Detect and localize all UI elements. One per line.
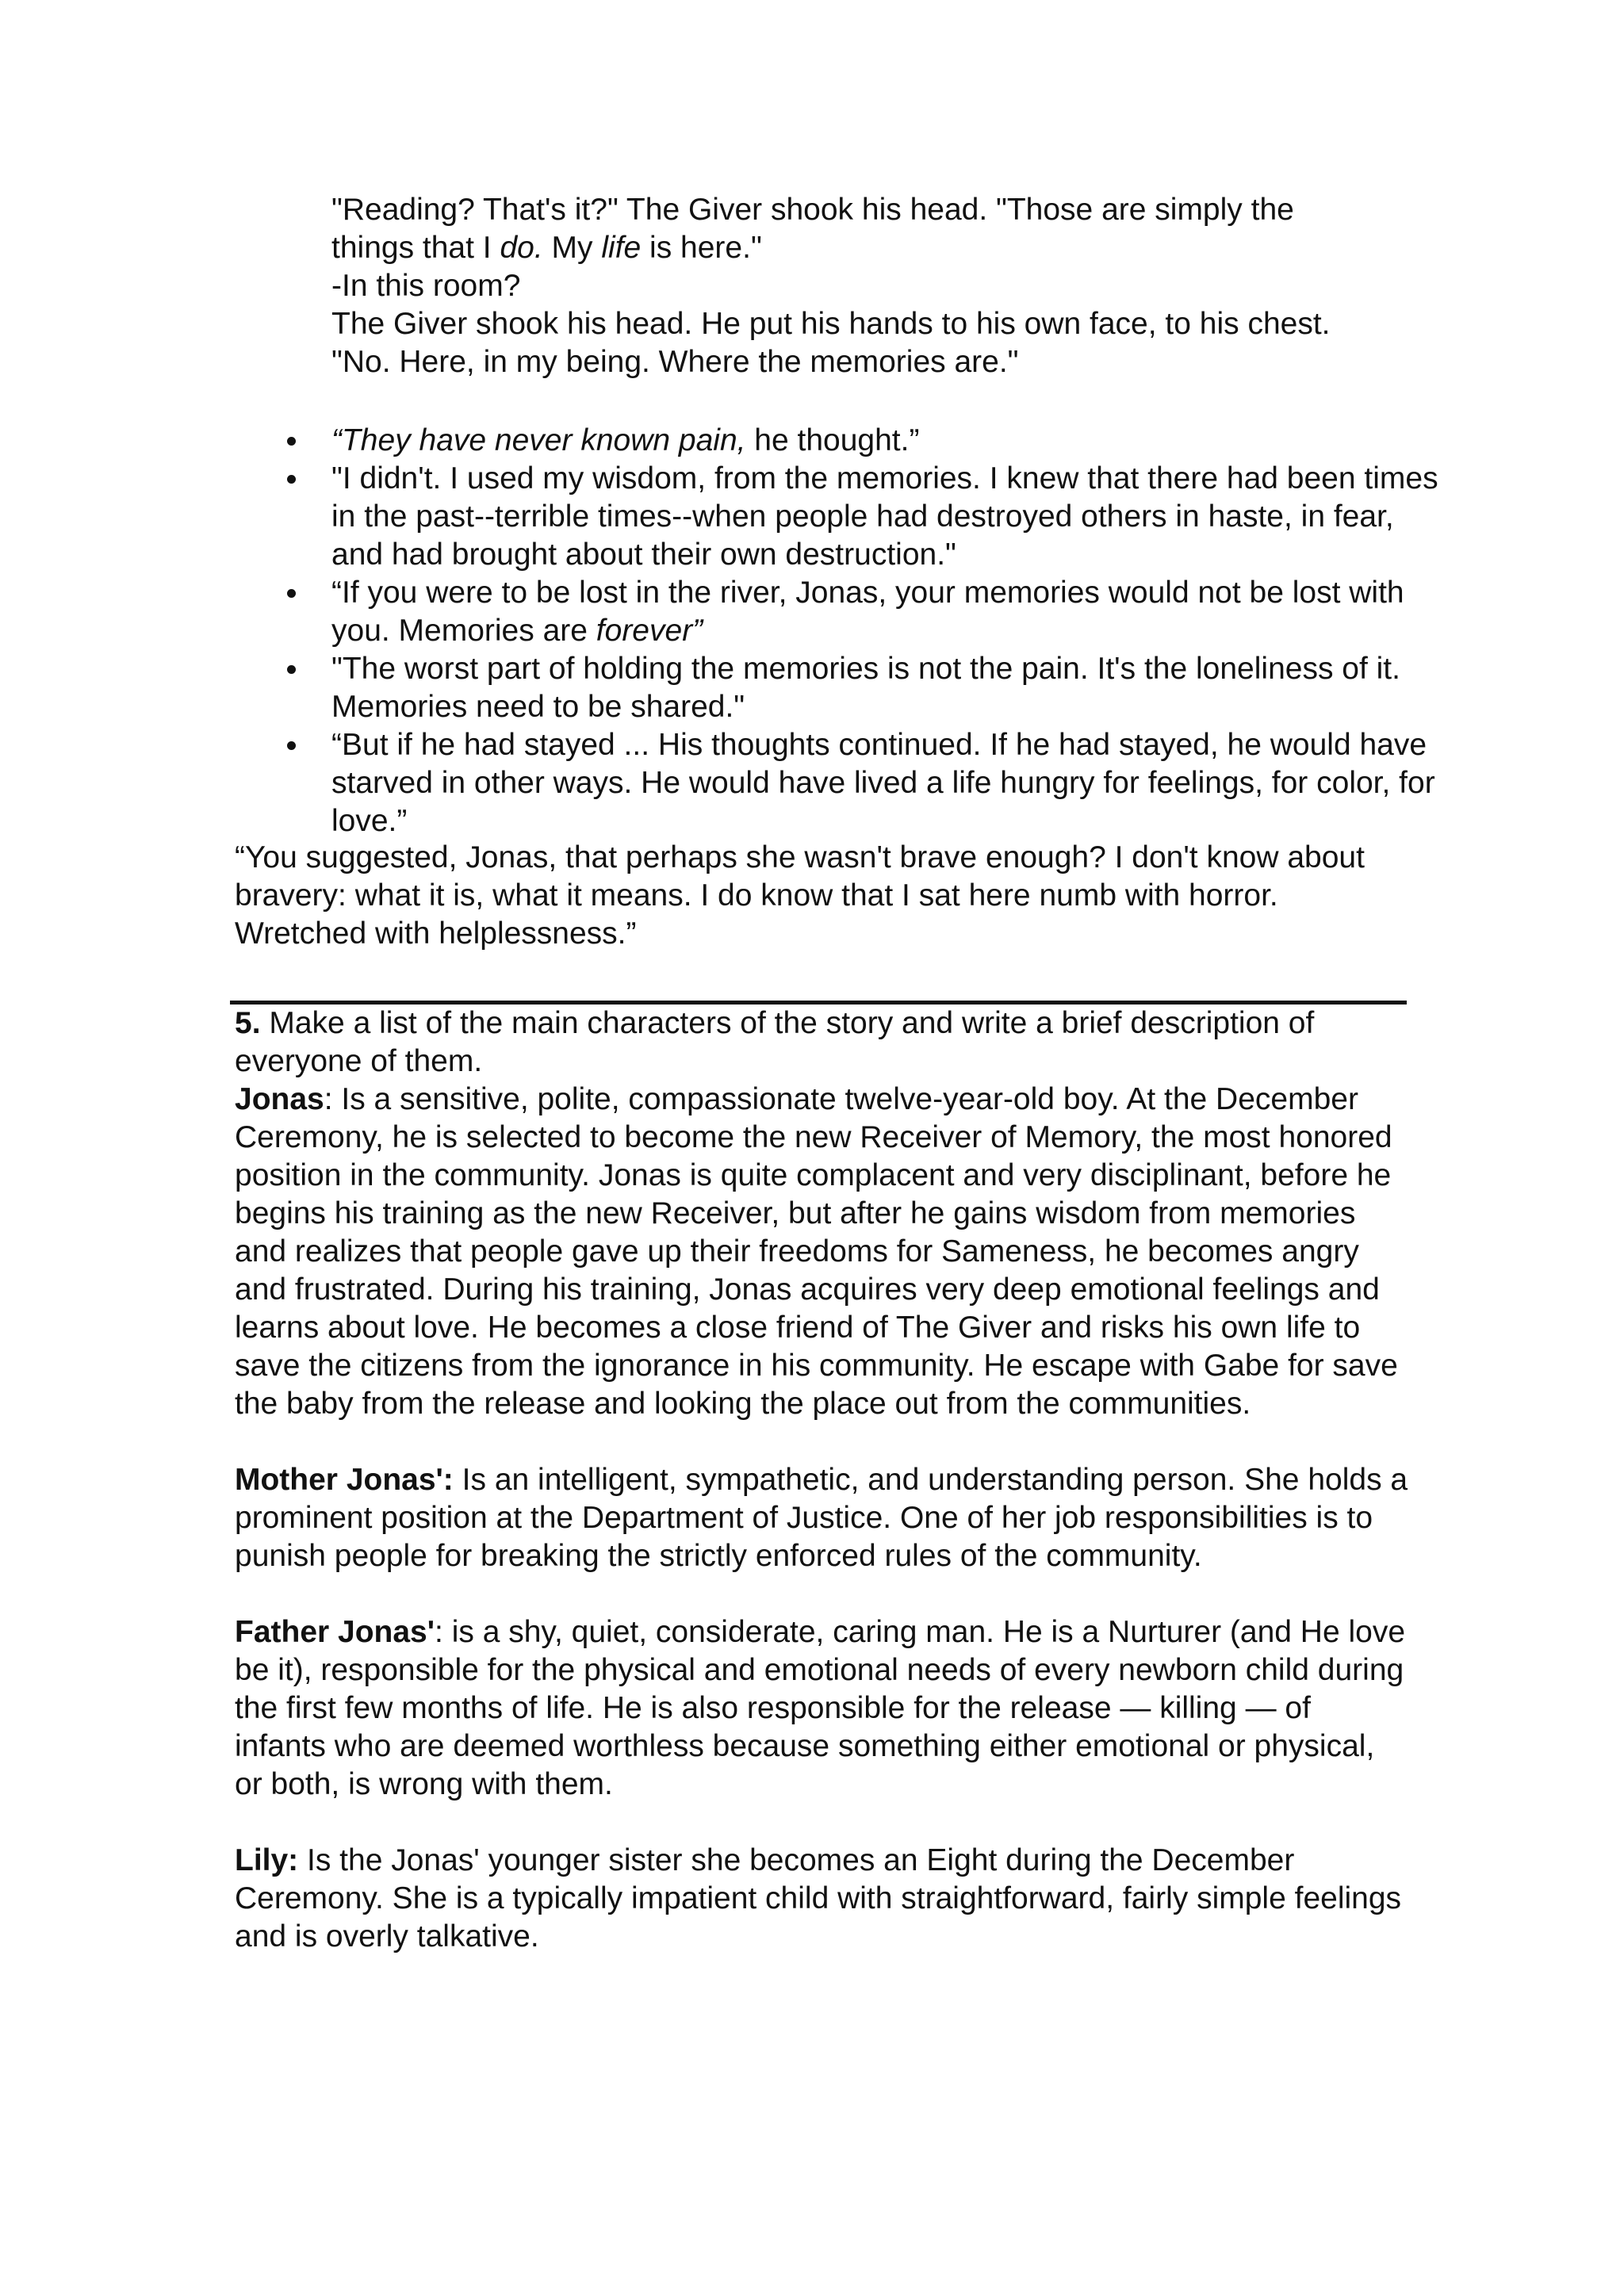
- quote-line: "Reading? That's it?" The Giver shook his head. "Those are simply the: [331, 193, 1294, 227]
- bullet-text: he thought.”: [745, 423, 920, 457]
- bullet-icon: [287, 589, 296, 598]
- character-name: Mother Jonas':: [235, 1463, 454, 1497]
- list-item: [331, 422, 1442, 460]
- bullet-text: “If you were to be lost in the river, Jonas, your memories would not be lost with you. Memories are: [331, 576, 1404, 648]
- giver-quote-block: [331, 191, 1442, 381]
- quote-bullet-list: [331, 422, 1442, 840]
- bullet-text: "The worst part of holding the memories is not the pain. It's the loneliness of it. Memories need to be shared.": [331, 652, 1400, 724]
- character-name: Jonas: [235, 1082, 324, 1116]
- character-entry: [235, 1081, 1408, 1423]
- bullet-italic: “They have never known pain,: [331, 423, 746, 457]
- quote-line: -In this room?: [331, 269, 521, 303]
- character-description: is a shy, quiet, considerate, caring man. He is a Nurturer (and He love be it), responsible for the physical and emotional needs of every newborn child during the first few months of life. He is also responsible for the release — killing — of infants who are deemed worthless because something either emotional or physical, or both, is wrong with them.: [235, 1615, 1406, 1801]
- quote-line: "No. Here, in my being. Where the memories are.": [331, 345, 1019, 379]
- bullet-italic: forever”: [596, 614, 703, 648]
- question-prompt: [235, 1004, 1408, 1081]
- quote-text: things that I: [331, 231, 500, 265]
- character-separator: [454, 1463, 462, 1497]
- character-separator: :: [324, 1082, 342, 1116]
- list-item: [331, 650, 1442, 726]
- bullet-icon: [287, 665, 296, 674]
- quote-italic: do.: [500, 231, 543, 265]
- character-description: Is the Jonas' younger sister she becomes an Eight during the December Ceremony. She is a typically impatient child with straightforward, fairly simple feelings and is overly talkative.: [235, 1843, 1402, 1954]
- question-section: [235, 1004, 1408, 1956]
- bullet-icon: [287, 741, 296, 750]
- question-number: 5.: [235, 1006, 261, 1040]
- quote-italic: life: [601, 231, 642, 265]
- character-entry: [235, 1613, 1408, 1804]
- character-separator: :: [435, 1615, 452, 1649]
- character-description: Is a sensitive, polite, compassionate twelve-year-old boy. At the December Ceremony, he is selected to become the new Receiver of Memory, the most honored position in the community. Jonas is quite complacent and very disciplinant, before he begins his training as the new Receiver, but after he gains wisdom from memories and realizes that people gave up their freedoms for Sameness, he becomes angry and frustrated. During his training, Jonas acquires very deep emotional feelings and learns about love. He becomes a close friend of The Giver and risks his own life to save the citizens from the ignorance in his community. He escape with Gabe for save the baby from the release and looking the place out from the communities.: [235, 1082, 1398, 1421]
- character-entry: [235, 1461, 1408, 1575]
- bullet-icon: [287, 437, 296, 446]
- quote-text: My: [542, 231, 602, 265]
- character-separator: [298, 1843, 307, 1877]
- quote-line: [331, 229, 1442, 267]
- character-entry: [235, 1842, 1408, 1956]
- bullet-text: "I didn't. I used my wisdom, from the memories. I knew that there had been times in the past--terrible times--when people had destroyed others in haste, in fear, and had brought about their own destruction.": [331, 461, 1438, 572]
- character-description: Is an intelligent, sympathetic, and understanding person. She holds a prominent position at the Department of Justice. One of her job responsibilities is to punish people for breaking the strictly enforced rules of the community.: [235, 1463, 1408, 1573]
- closing-quote: “You suggested, Jonas, that perhaps she wasn't brave enough? I don't know about bravery: what it is, what it means. I do know that I sat here numb with horror. Wretched with helplessness.”: [235, 840, 1365, 951]
- character-name: Lily:: [235, 1843, 299, 1877]
- quote-text: is here.": [641, 231, 762, 265]
- quote-line: The Giver shook his head. He put his hands to his own face, to his chest.: [331, 307, 1331, 341]
- list-item: [331, 460, 1442, 574]
- closing-quote-block: [235, 839, 1408, 953]
- bullet-text: “But if he had stayed ... His thoughts continued. If he had stayed, he would have starved in other ways. He would have lived a life hungry for feelings, for color, for love.”: [331, 728, 1435, 838]
- list-item: [331, 574, 1442, 650]
- list-item: [331, 726, 1442, 840]
- character-name: Father Jonas': [235, 1615, 435, 1649]
- bullet-icon: [287, 475, 296, 484]
- question-text: Make a list of the main characters of the story and write a brief description of everyone of them.: [235, 1006, 1315, 1078]
